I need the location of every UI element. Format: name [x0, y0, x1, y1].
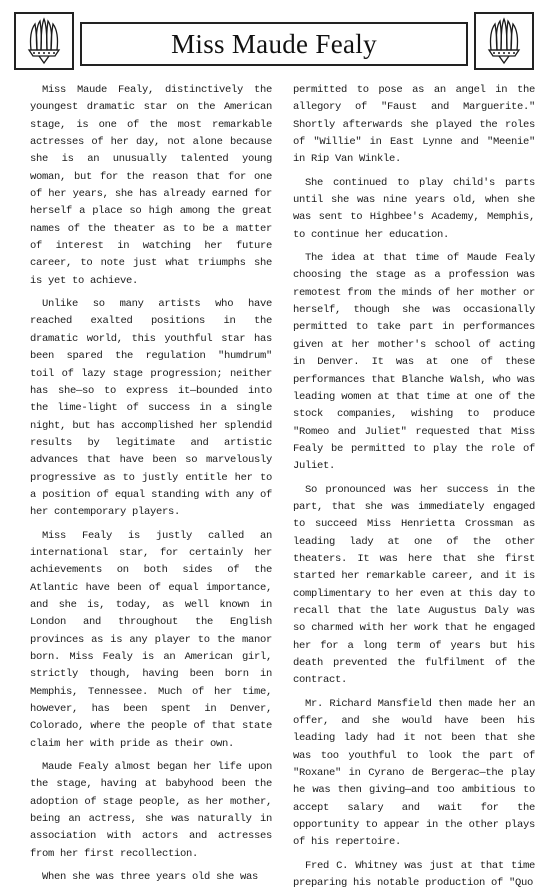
paragraph: Maude Fealy almost began her life upon the stage, having at babyhood been the adoption of stage people, as her mother, being an actress, she was naturally in association with actors and actresses from her first recollection. [30, 761, 272, 860]
paragraph: When she was three years old she was [42, 871, 259, 884]
shell-ornament-icon [479, 16, 529, 66]
page-header [14, 12, 534, 70]
paragraph: The idea at that time of Maude Fealy choosing the stage as a profession was remotest from the minds of her mother or herself, though she was occasionally permitted to take part in performances given at her mother's school of acting in Denver. It was at one of these performances that Blanche Walsh, who was leading women at that time at one of the stock companies, wishing to produce "Romeo and Juliet" requested that Miss Fealy be permitted to play the role of Juliet. [293, 252, 535, 473]
paragraph: So pronounced was her success in the part, that she was immediately engaged to succeed Miss Henrietta Crossman as leading lady at one of the other theaters. It was here that she first started her remarkable career, and it is complimentary to her even at this day to recall that the late Augustus Daly was so charmed with her work that he engaged her for a long term of years but his death prevented the fulfilment of the contract. [293, 483, 535, 687]
left-ornament [14, 12, 74, 70]
shell-ornament-icon [19, 16, 69, 66]
article-column-right [293, 82, 535, 890]
page-title: Miss Maude Fealy [171, 28, 377, 59]
paragraph: She continued to play child's parts until she was nine years old, when she was sent to Highbee's Academy, Memphis, to continue her education. [293, 176, 535, 241]
title-box [80, 22, 468, 66]
paragraph: Miss Maude Fealy, distinctively the youngest dramatic star on the American stage, is one of the most remarkable actresses of her day, not alone because she is an unusually talented young woman, but for the reason that for one of her years, she has already earned for herself a place so high among the great names of the theater as to be a matter of interest in watching her future career, to note just what triumphs she is yet to achieve. [30, 84, 272, 287]
right-ornament [474, 12, 534, 70]
article-body [30, 82, 535, 890]
paragraph: Mr. Richard Mansfield then made her an offer, and she would have been his leading lady had it not been that she was too youthful to look the part of "Roxane" in Cyrano de Bergerac—the play he was then giving—and too ambitious to accept salary and wait for the opportunity to appear in the other plays of his repertoire. [293, 697, 535, 849]
paragraph: Unlike so many artists who have reached exalted positions in the dramatic world, this youthful star has been spared the regulation "humdrum" toil of lazy stage progression; neither has she—so to express it—bounded into the lime-light of success in a single night, but has accomplished her splendid results by legitimate and artistic advances that have been so marvelously progressive as to justly entitle her to a position of equal standing with any of her contemporary players. [30, 298, 272, 519]
article-column-left [30, 82, 272, 884]
paragraph: Fred C. Whitney was just at that time preparing his notable production of "Quo [293, 859, 535, 890]
paragraph: permitted to pose as an angel in the allegory of "Faust and Marguerite." Shortly afterwards she played the roles of "Willie" in East Lynne and "Meenie" in Rip Van Winkle. [293, 84, 535, 166]
paragraph: Miss Fealy is justly called an international star, for certainly her achievements on both sides of the Atlantic have been of equal importance, and she is, today, as well known in London and throughout the English provinces as is any player to the manor born. Miss Fealy is an American girl, strictly though, having been born in Memphis, Tennessee. Much of her time, however, has been spent in Denver, Colorado, where the people of that state claim her with pride as their own. [30, 529, 272, 750]
